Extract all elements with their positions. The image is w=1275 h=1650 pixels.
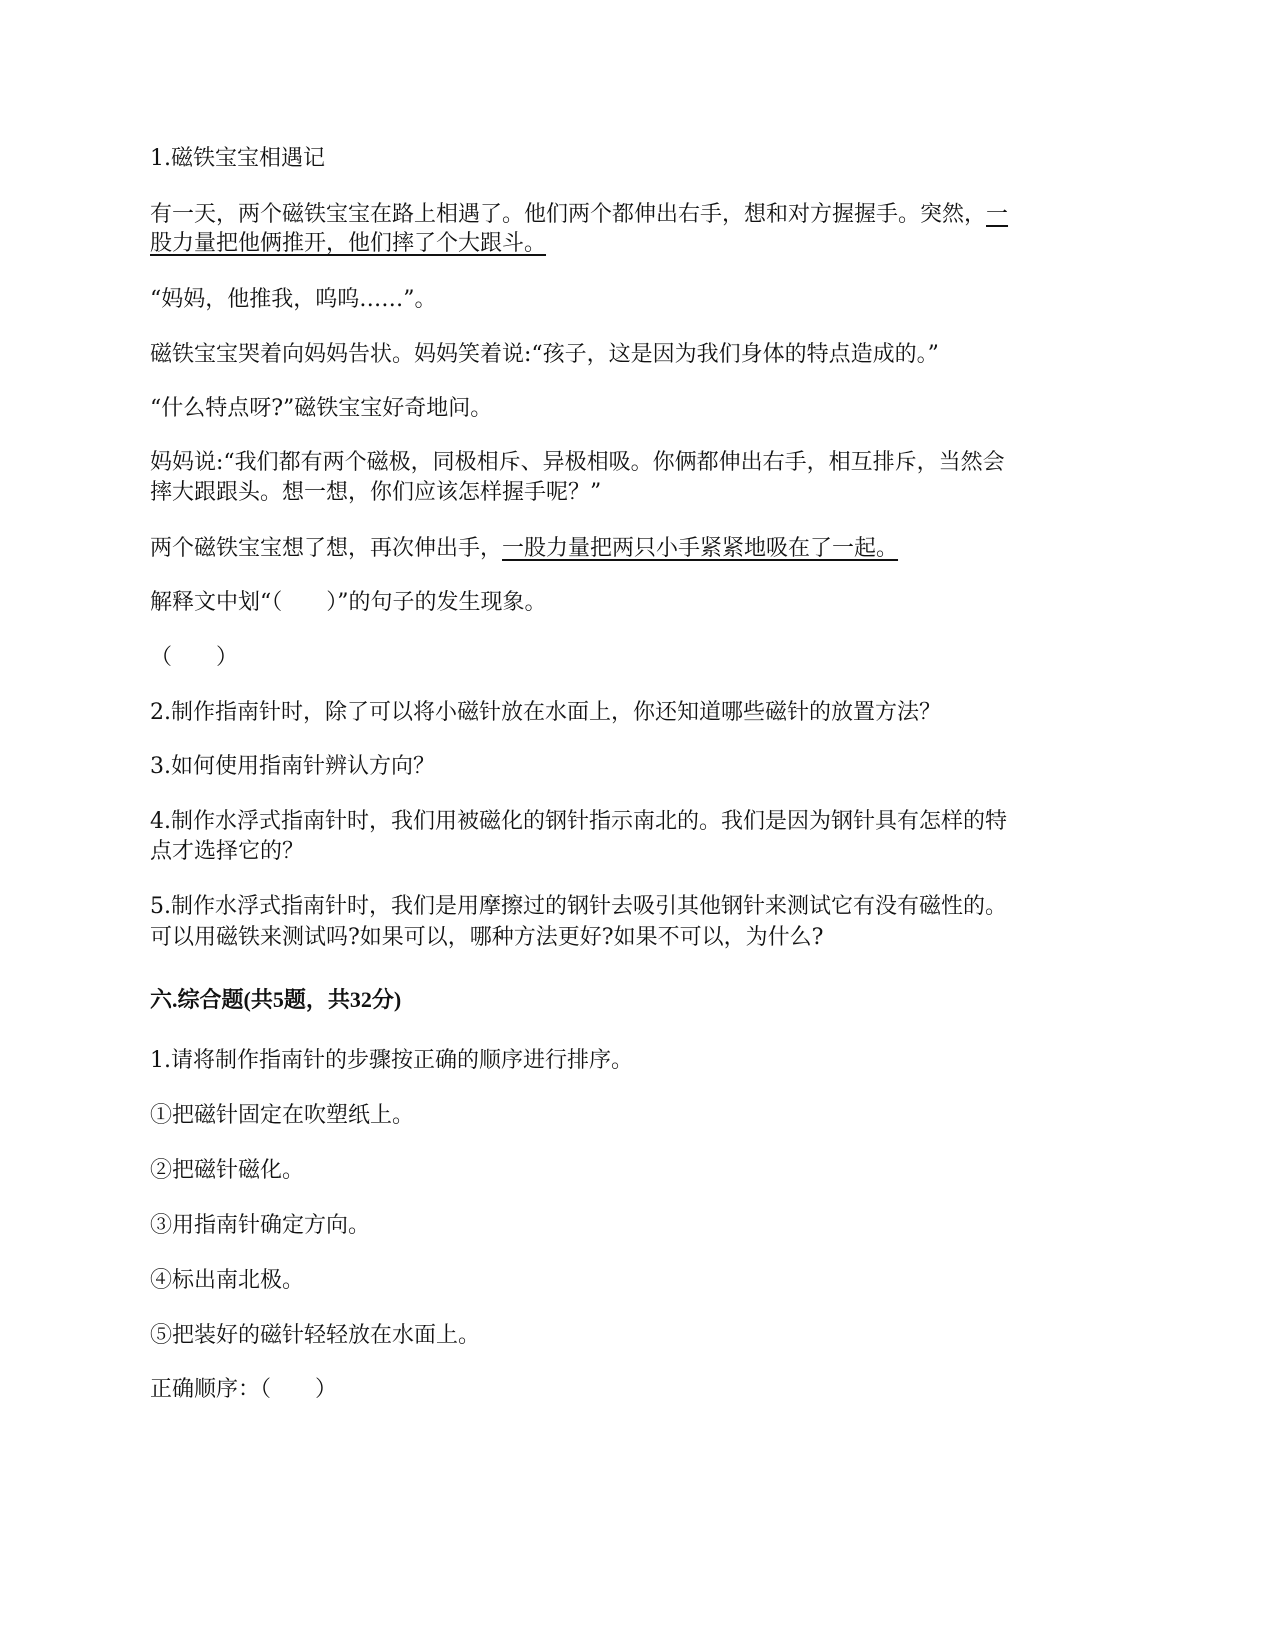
story-paragraph-6: [150, 533, 1130, 565]
story-paragraph-4: “什么特点呀?”磁铁宝宝好奇地问。: [150, 396, 493, 421]
question-5-line-2: 可以用磁铁来测试吗?如果可以，哪种方法更好?如果不可以，为什么?: [150, 925, 824, 950]
question-2: 2.制作指南针时，除了可以将小磁针放在水面上，你还知道哪些磁针的放置方法？: [150, 700, 941, 725]
question-4-line-2: 点才选择它的？: [150, 839, 305, 864]
story-paragraph-2: “妈妈，他推我，呜呜……”。: [150, 287, 437, 312]
question-3: 3.如何使用指南针辨认方向？: [150, 754, 435, 779]
question-title: 1.磁铁宝宝相遇记: [150, 146, 325, 171]
question-4-line-1: 4.制作水浮式指南针时，我们用被磁化的钢针指示南北的。我们是因为钢针具有怎样的特: [150, 809, 1007, 834]
story-paragraph-3: 磁铁宝宝哭着向妈妈告状。妈妈笑着说:“孩子，这是因为我们身体的特点造成的。”: [150, 342, 939, 367]
story-text: 两个磁铁宝宝想了想，再次伸出手，: [150, 536, 503, 561]
underlined-sentence: 一股力量把两只小手紧紧地吸在了一起。: [502, 536, 899, 561]
story-paragraph-1-line-2: [150, 228, 1130, 260]
underlined-sentence: 股力量把他俩推开，他们摔了个大跟斗。: [150, 231, 547, 256]
story-paragraph-5-line-1: 妈妈说:“我们都有两个磁极，同极相斥、异极相吸。你俩都伸出右手，相互排斥，当然会: [150, 450, 1005, 475]
step-item: ⑤把装好的磁针轻轻放在水面上。: [150, 1323, 481, 1348]
step-item: ②把磁针磁化。: [150, 1158, 305, 1183]
step-item: ①把磁针固定在吹塑纸上。: [150, 1103, 415, 1128]
answer-blank: （ ）: [150, 645, 239, 670]
story-paragraph-1-line-1: [150, 199, 1130, 231]
question-5-line-1: 5.制作水浮式指南针时，我们是用摩擦过的钢针去吸引其他钢针来测试它有没有磁性的。: [150, 894, 1007, 919]
section6-question-1: 1.请将制作指南针的步骤按正确的顺序进行排序。: [150, 1048, 633, 1073]
step-item: ③用指南针确定方向。: [150, 1213, 371, 1238]
story-text: 有一天，两个磁铁宝宝在路上相遇了。他们两个都伸出右手，想和对方握握手。突然，: [150, 202, 987, 227]
step-item: ④标出南北极。: [150, 1268, 305, 1293]
underlined-sentence: 一: [986, 202, 1009, 227]
story-paragraph-5-line-2: 摔大跟跟头。想一想，你们应该怎样握手呢？”: [150, 480, 602, 505]
section-heading: 六.综合题(共5题，共32分): [150, 987, 402, 1012]
explain-question: 解释文中划“（ ）”的句子的发生现象。: [150, 590, 547, 615]
order-answer: 正确顺序：（ ）: [150, 1377, 338, 1402]
